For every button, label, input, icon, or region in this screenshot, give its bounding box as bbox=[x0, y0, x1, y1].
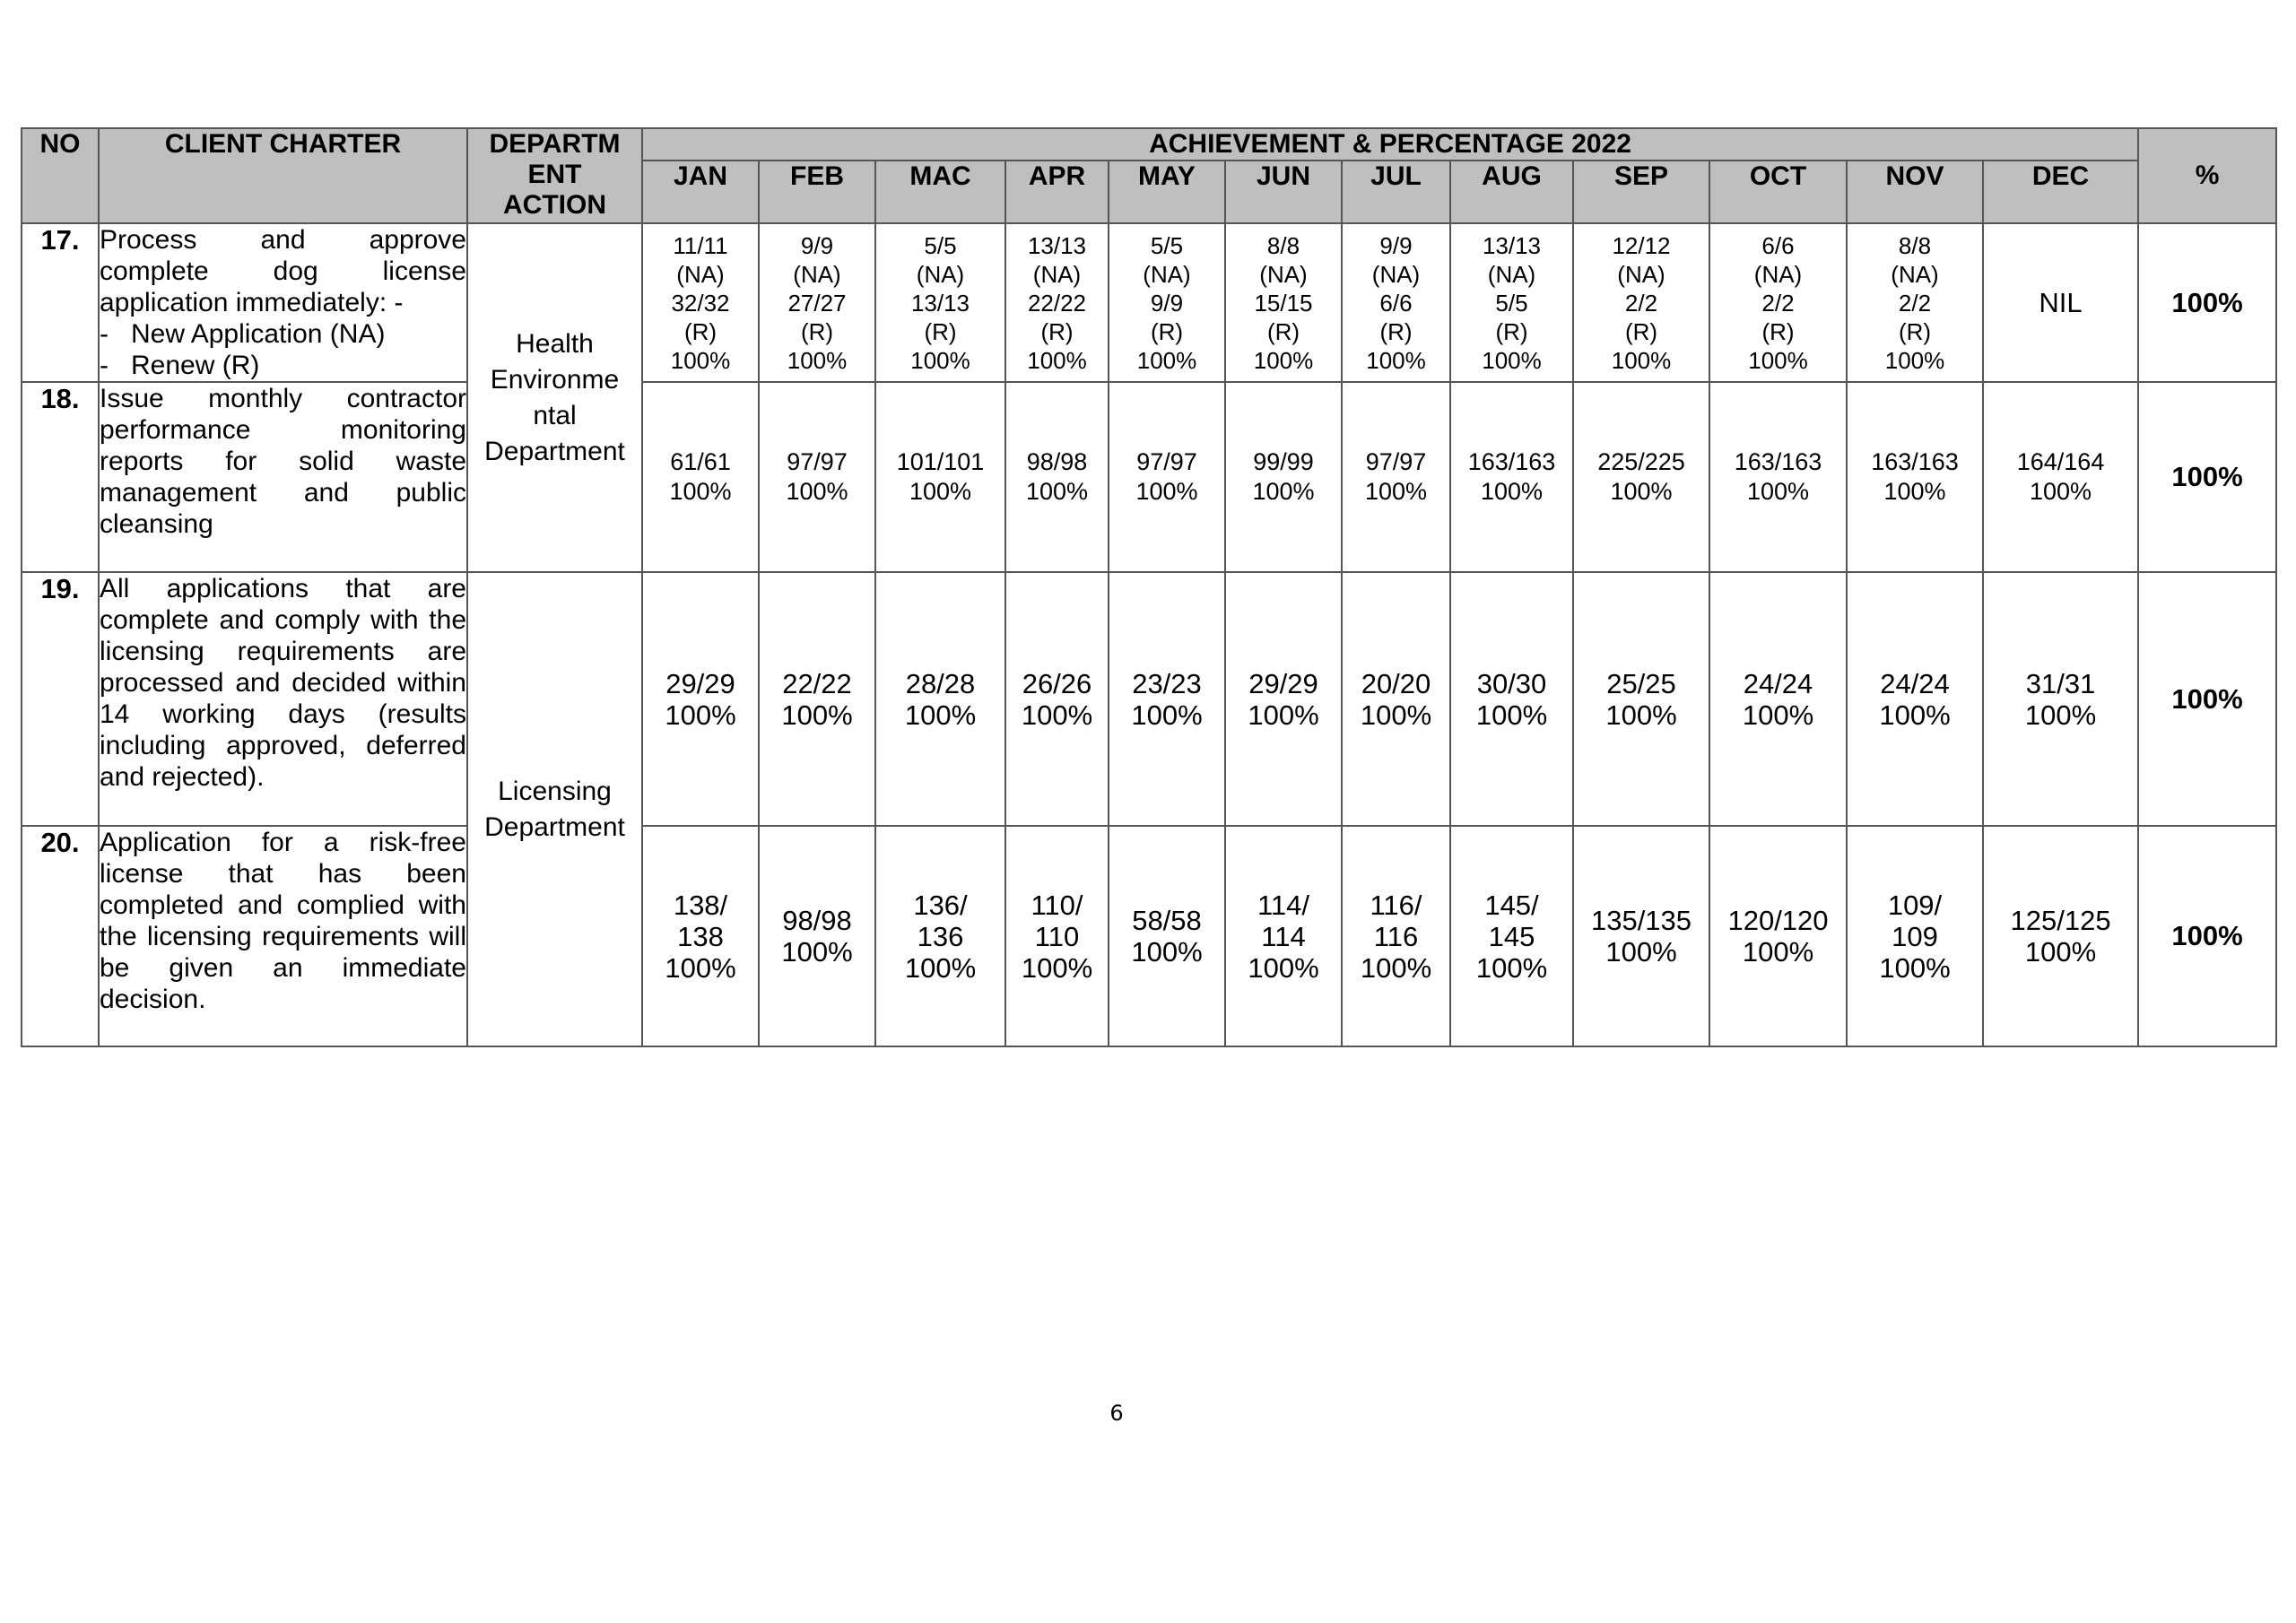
cell-line: (R) bbox=[683, 317, 718, 345]
row-number: 17. bbox=[22, 223, 99, 382]
cell-line: 101/101 bbox=[896, 448, 985, 475]
month-value-cell bbox=[1983, 826, 2138, 1046]
month-value-cell bbox=[1847, 826, 1983, 1046]
cell-line: 100% bbox=[1883, 478, 1946, 505]
client-charter-cell bbox=[99, 572, 467, 826]
month-value-cell bbox=[1847, 382, 1983, 572]
cell-line: 29/29 bbox=[1248, 667, 1318, 699]
cell-line: 100% bbox=[2030, 478, 2092, 505]
cell-line: 138 bbox=[677, 920, 724, 952]
cell-line: 100% bbox=[1611, 346, 1672, 374]
cell-line: (R) bbox=[800, 317, 834, 345]
month-value-cell bbox=[1225, 382, 1342, 572]
cell-line: 8/8 bbox=[1266, 231, 1300, 259]
cell-line: 100% bbox=[1248, 951, 1319, 984]
header-month: DEC bbox=[1983, 161, 2138, 223]
cell-line: (NA) bbox=[916, 260, 965, 288]
cell-line: (R) bbox=[1761, 317, 1795, 345]
cell-line: 24/24 bbox=[1743, 667, 1813, 699]
month-value-cell bbox=[1573, 572, 1709, 826]
cell-line: NIL bbox=[2039, 287, 2083, 318]
row-number: 20. bbox=[22, 826, 99, 1046]
cell-line: 97/97 bbox=[1365, 448, 1427, 475]
cell-line: 100% bbox=[1136, 346, 1197, 374]
cell-line: 109 bbox=[1892, 920, 1938, 952]
header-department-line: DEPARTM bbox=[489, 129, 621, 159]
cell-line: 100% bbox=[1025, 478, 1089, 505]
month-value-cell bbox=[1450, 572, 1573, 826]
row-number: 18. bbox=[22, 382, 99, 572]
cell-line: 136 bbox=[917, 920, 964, 952]
charter-text: Issue monthly contractor performance monitoring reports for solid waste management and public cleansing bbox=[100, 384, 466, 539]
cell-line: (NA) bbox=[1617, 260, 1665, 288]
cell-line: 9/9 bbox=[1150, 289, 1184, 317]
cell-line: (NA) bbox=[676, 260, 725, 288]
month-value-cell bbox=[1109, 572, 1225, 826]
cell-line: 135/135 bbox=[1590, 905, 1692, 936]
month-value-cell bbox=[1005, 382, 1109, 572]
cell-line: 100% bbox=[1131, 699, 1203, 731]
cell-line: 100% bbox=[787, 346, 848, 374]
client-charter-cell bbox=[99, 223, 467, 382]
cell-line: 27/27 bbox=[787, 289, 847, 317]
cell-line: 13/13 bbox=[910, 289, 970, 317]
month-value-cell bbox=[642, 223, 759, 382]
header-department-line: ENT bbox=[527, 160, 582, 189]
cell-line: 9/9 bbox=[1379, 231, 1413, 259]
month-value-cell bbox=[642, 826, 759, 1046]
table-row bbox=[22, 223, 2276, 382]
cell-line: 2/2 bbox=[1624, 289, 1658, 317]
cell-line: ntal bbox=[533, 400, 577, 430]
cell-line: 163/163 bbox=[1734, 448, 1822, 475]
header-month: AUG bbox=[1450, 161, 1573, 223]
cell-line: 225/225 bbox=[1597, 448, 1685, 475]
cell-line: Department bbox=[484, 812, 625, 842]
cell-line: 5/5 bbox=[1495, 289, 1528, 317]
month-value-cell bbox=[642, 382, 759, 572]
cell-line: 100% bbox=[665, 699, 736, 731]
cell-line: 100% bbox=[1482, 346, 1542, 374]
cell-line: 100% bbox=[1475, 951, 1548, 984]
month-value-cell bbox=[1573, 223, 1709, 382]
cell-line: 25/25 bbox=[1606, 667, 1676, 699]
header-month: JUN bbox=[1225, 161, 1342, 223]
cell-line: 100% bbox=[781, 936, 853, 968]
cell-line: 5/5 bbox=[924, 231, 957, 259]
cell-line: (NA) bbox=[1032, 260, 1082, 288]
month-value-cell bbox=[1573, 382, 1709, 572]
client-charter-table bbox=[21, 127, 2277, 1047]
cell-line: 120/120 bbox=[1727, 905, 1829, 936]
cell-line: 100% bbox=[904, 951, 977, 984]
header-month: MAC bbox=[875, 161, 1005, 223]
header-month: JAN bbox=[642, 161, 759, 223]
month-value-cell bbox=[1109, 223, 1225, 382]
month-value-cell bbox=[1005, 826, 1109, 1046]
cell-line: 114/ bbox=[1257, 889, 1310, 921]
month-value-cell bbox=[1225, 572, 1342, 826]
cell-line: 31/31 bbox=[2025, 667, 2096, 699]
header-month: MAY bbox=[1109, 161, 1225, 223]
cell-line: 28/28 bbox=[905, 667, 976, 699]
cell-line: 32/32 bbox=[671, 289, 730, 317]
cell-line: 98/98 bbox=[1026, 448, 1088, 475]
month-value-cell bbox=[759, 572, 875, 826]
cell-line: 100% bbox=[669, 478, 732, 505]
header-month: APR bbox=[1005, 161, 1109, 223]
month-value-cell bbox=[759, 223, 875, 382]
cell-line: 145 bbox=[1488, 920, 1535, 952]
row-percent: 100% bbox=[2138, 572, 2276, 826]
cell-line: 145/ bbox=[1484, 889, 1539, 921]
month-value-cell bbox=[1847, 572, 1983, 826]
cell-line: 98/98 bbox=[782, 905, 852, 936]
charter-text: Process and approve complete dog license application immediately: - bbox=[100, 225, 466, 317]
header-department-line: ACTION bbox=[503, 190, 606, 220]
cell-line: 100% bbox=[1021, 951, 1093, 984]
month-value-cell bbox=[1983, 572, 2138, 826]
cell-line: 13/13 bbox=[1027, 231, 1087, 259]
cell-line: (R) bbox=[1040, 317, 1074, 345]
month-value-cell bbox=[1709, 826, 1847, 1046]
month-value-cell bbox=[1709, 572, 1847, 826]
header-month: OCT bbox=[1709, 161, 1847, 223]
cell-line: 22/22 bbox=[782, 667, 852, 699]
header-percent: % bbox=[2138, 128, 2276, 223]
cell-line: 100% bbox=[665, 951, 736, 984]
cell-line: 138/ bbox=[673, 889, 728, 921]
cell-line: 100% bbox=[1135, 478, 1198, 505]
month-value-cell bbox=[1983, 223, 2138, 382]
cell-line: 15/15 bbox=[1254, 289, 1313, 317]
charter-sub-list bbox=[100, 318, 466, 381]
cell-line: Health bbox=[516, 328, 594, 359]
cell-line: 100% bbox=[1884, 346, 1945, 374]
month-value-cell bbox=[1005, 572, 1109, 826]
cell-line: 99/99 bbox=[1253, 448, 1314, 475]
cell-line: 24/24 bbox=[1880, 667, 1950, 699]
cell-line: 100% bbox=[781, 699, 853, 731]
cell-line: 100% bbox=[1605, 699, 1677, 731]
cell-line: (R) bbox=[924, 317, 957, 345]
month-value-cell bbox=[759, 382, 875, 572]
cell-line: 100% bbox=[1610, 478, 1673, 505]
charter-sub-item: - Renew (R) bbox=[100, 351, 260, 380]
cell-line: 100% bbox=[2024, 699, 2097, 731]
cell-line: 100% bbox=[910, 346, 970, 374]
cell-line: 8/8 bbox=[1898, 231, 1932, 259]
month-value-cell bbox=[1450, 223, 1573, 382]
month-value-cell bbox=[1709, 382, 1847, 572]
month-value-cell bbox=[759, 826, 875, 1046]
month-value-cell bbox=[875, 223, 1005, 382]
cell-line: 100% bbox=[904, 699, 977, 731]
cell-line: 100% bbox=[1742, 936, 1814, 968]
month-value-cell bbox=[1225, 826, 1342, 1046]
table-row bbox=[22, 572, 2276, 826]
row-percent: 100% bbox=[2138, 826, 2276, 1046]
month-value-cell bbox=[875, 382, 1005, 572]
cell-line: 136/ bbox=[913, 889, 968, 921]
cell-line: (NA) bbox=[1487, 260, 1536, 288]
cell-line: (NA) bbox=[793, 260, 841, 288]
header-month: NOV bbox=[1847, 161, 1983, 223]
cell-line: 100% bbox=[1748, 346, 1808, 374]
cell-line: 22/22 bbox=[1027, 289, 1087, 317]
row-percent: 100% bbox=[2138, 223, 2276, 382]
cell-line: 23/23 bbox=[1132, 667, 1202, 699]
cell-line: 2/2 bbox=[1761, 289, 1795, 317]
cell-line: 100% bbox=[1742, 699, 1814, 731]
cell-line: 61/61 bbox=[670, 448, 731, 475]
row-percent: 100% bbox=[2138, 382, 2276, 572]
cell-line: 6/6 bbox=[1761, 231, 1795, 259]
month-value-cell bbox=[1573, 826, 1709, 1046]
cell-line: 100% bbox=[1360, 951, 1432, 984]
cell-line: 100% bbox=[2024, 936, 2097, 968]
cell-line: 100% bbox=[1605, 936, 1677, 968]
month-value-cell bbox=[1983, 382, 2138, 572]
cell-line: 110/ bbox=[1031, 889, 1083, 921]
charter-text: Application for a risk-free license that has been completed and complied with the licensing requirements will be given an immediate decision. bbox=[100, 828, 466, 1014]
cell-line: 125/125 bbox=[2010, 905, 2111, 936]
cell-line: (NA) bbox=[1891, 260, 1939, 288]
cell-line: 100% bbox=[909, 478, 972, 505]
department-cell bbox=[467, 572, 642, 1046]
cell-line: 100% bbox=[1248, 699, 1319, 731]
cell-line: 109/ bbox=[1887, 889, 1943, 921]
cell-line: 100% bbox=[1746, 478, 1810, 505]
header-no: NO bbox=[22, 128, 99, 223]
cell-line: (NA) bbox=[1753, 260, 1803, 288]
cell-line: 30/30 bbox=[1476, 667, 1547, 699]
cell-line: (R) bbox=[1266, 317, 1300, 345]
cell-line: 100% bbox=[1252, 478, 1315, 505]
client-charter-cell bbox=[99, 826, 467, 1046]
cell-line: 100% bbox=[1253, 346, 1314, 374]
month-value-cell bbox=[1225, 223, 1342, 382]
month-value-cell bbox=[875, 572, 1005, 826]
cell-line: (NA) bbox=[1143, 260, 1191, 288]
cell-line: 100% bbox=[1480, 478, 1544, 505]
cell-line: 164/164 bbox=[2016, 448, 2105, 475]
cell-line: Licensing bbox=[498, 776, 612, 806]
month-value-cell bbox=[1847, 223, 1983, 382]
cell-line: 13/13 bbox=[1482, 231, 1542, 259]
header-month: SEP bbox=[1573, 161, 1709, 223]
cell-line: 100% bbox=[1366, 346, 1426, 374]
cell-line: (R) bbox=[1379, 317, 1413, 345]
month-value-cell bbox=[1342, 826, 1450, 1046]
cell-line: 29/29 bbox=[665, 667, 735, 699]
cell-line: 100% bbox=[1364, 478, 1428, 505]
cell-line: 100% bbox=[1360, 699, 1432, 731]
row-number: 19. bbox=[22, 572, 99, 826]
cell-line: 163/163 bbox=[1871, 448, 1959, 475]
month-value-cell bbox=[1109, 382, 1225, 572]
month-value-cell bbox=[1109, 826, 1225, 1046]
table-row bbox=[22, 382, 2276, 572]
cell-line: 100% bbox=[1021, 699, 1093, 731]
cell-line: (R) bbox=[1495, 317, 1528, 345]
page-number: 6 bbox=[1109, 1401, 1124, 1426]
cell-line: 26/26 bbox=[1022, 667, 1092, 699]
header-month: JUL bbox=[1342, 161, 1450, 223]
cell-line: 6/6 bbox=[1379, 289, 1413, 317]
department-cell bbox=[467, 223, 642, 572]
cell-line: (NA) bbox=[1371, 260, 1421, 288]
cell-line: 58/58 bbox=[1132, 905, 1202, 936]
header-client-charter: CLIENT CHARTER bbox=[99, 128, 467, 223]
cell-line: Department bbox=[484, 436, 625, 466]
cell-line: 2/2 bbox=[1898, 289, 1932, 317]
cell-line: 5/5 bbox=[1150, 231, 1184, 259]
table-row bbox=[22, 826, 2276, 1046]
month-value-cell bbox=[642, 572, 759, 826]
month-value-cell bbox=[1709, 223, 1847, 382]
header-achievement: ACHIEVEMENT & PERCENTAGE 2022 bbox=[642, 128, 2138, 161]
cell-line: (R) bbox=[1898, 317, 1932, 345]
cell-line: 114 bbox=[1261, 920, 1306, 952]
cell-line: 100% bbox=[786, 478, 848, 505]
cell-line: 100% bbox=[1027, 346, 1087, 374]
month-value-cell bbox=[1450, 826, 1573, 1046]
month-value-cell bbox=[1342, 382, 1450, 572]
header-month: FEB bbox=[759, 161, 875, 223]
cell-line: (R) bbox=[1150, 317, 1184, 345]
cell-line: Environme bbox=[490, 364, 620, 395]
cell-line: 100% bbox=[1879, 951, 1951, 984]
cell-line: 100% bbox=[1475, 699, 1548, 731]
cell-line: 11/11 bbox=[673, 231, 728, 259]
cell-line: 116 bbox=[1373, 920, 1419, 952]
cell-line: 20/20 bbox=[1361, 667, 1431, 699]
cell-line: 116/ bbox=[1370, 889, 1422, 921]
cell-line: 163/163 bbox=[1467, 448, 1556, 475]
charter-text: All applications that are complete and comply with the licensing requirements are processed and decided within 14 working days (results including approved, deferred and rejected). bbox=[100, 574, 466, 792]
month-value-cell bbox=[1450, 382, 1573, 572]
cell-line: 97/97 bbox=[787, 448, 848, 475]
cell-line: 97/97 bbox=[1136, 448, 1197, 475]
cell-line: (R) bbox=[1624, 317, 1658, 345]
month-value-cell bbox=[1342, 572, 1450, 826]
cell-line: 100% bbox=[1131, 936, 1203, 968]
month-value-cell bbox=[1342, 223, 1450, 382]
cell-line: 9/9 bbox=[800, 231, 834, 259]
cell-line: (NA) bbox=[1259, 260, 1308, 288]
cell-line: 110 bbox=[1034, 920, 1080, 952]
cell-line: 12/12 bbox=[1612, 231, 1671, 259]
cell-line: 100% bbox=[670, 346, 731, 374]
charter-sub-item: - New Application (NA) bbox=[100, 319, 386, 349]
month-value-cell bbox=[1005, 223, 1109, 382]
month-value-cell bbox=[875, 826, 1005, 1046]
header-department bbox=[467, 128, 642, 223]
client-charter-cell bbox=[99, 382, 467, 572]
cell-line: 100% bbox=[1879, 699, 1951, 731]
